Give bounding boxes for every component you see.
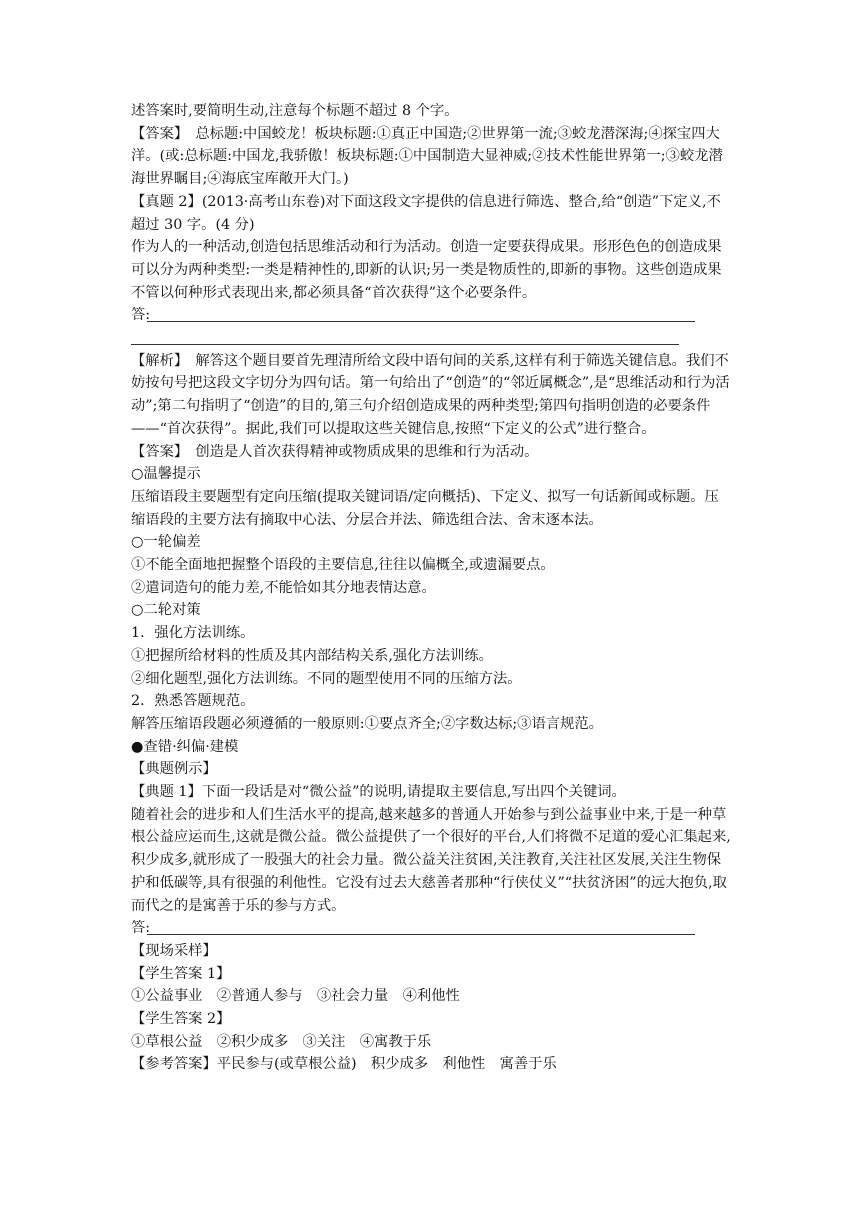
answer-blank-line: [131, 917, 731, 940]
list-item: 1．强化方法训练。: [131, 625, 255, 642]
list-item: 2．熟悉答题规范。: [131, 693, 255, 710]
answer-rule: [131, 344, 679, 345]
answer-label: 答:: [131, 307, 151, 324]
question-heading: 【真题 2】(2013·高考山东卷)对下面这段文字提供的信息进行筛选、整合,给“创造”下定义,不超过 30 字。(4 分): [131, 193, 721, 233]
answer-blank-line: [131, 304, 731, 327]
question-heading: 【典题 1】下面一段话是对“微公益”的说明,请提取主要信息,写出四个关键词。: [131, 784, 626, 801]
section-heading-deviation: ○一轮偏差: [131, 534, 201, 551]
subheading: 【学生答案 2】: [131, 1011, 231, 1028]
section-heading-tips: ○温馨提示: [131, 466, 201, 483]
answer-label: 答:: [131, 920, 151, 937]
list-item: ②遣词造句的能力差,不能恰如其分地表情达意。: [131, 579, 436, 596]
student-answer: ①草根公益 ②积少成多 ③关注 ④寓教于乐: [131, 1033, 432, 1050]
passage: 随着社会的进步和人们生活水平的提高,越来越多的普通人开始参与到公益事业中来,于是一种草根公益应运而生,这就是微公益。微公益提供了一个很好的平台,人们将微不足道的爱心汇集起来,积少成多,就形成了一股强大的社会力量。微公益关注贫困,关注教育,关注社区发展,关注生物保护和低碳等,具有很强的利他性。它没有过去大慈善者那种“行侠仗义”“扶贫济困”的远大抱负,取而代之的是寓善于乐的参与方式。: [131, 806, 731, 914]
list-item: ①不能全面地把握整个语段的主要信息,往往以偏概全,或遗漏要点。: [131, 557, 555, 574]
section-heading-strategy: ○二轮对策: [131, 602, 201, 619]
subheading: 【现场采样】: [131, 942, 217, 959]
answer-paragraph: 【答案】 总标题:中国蛟龙！板块标题:①真正中国造;②世界第一流;③蛟龙潜深海;④探宝四大洋。(或:总标题:中国龙,我骄傲！板块标题:①中国制造大显神威;②技术性能世界第一;③蛟龙潜海世界瞩目;④海底宝库敞开大门。): [131, 125, 723, 188]
paragraph: 述答案时,要简明生动,注意每个标题不超过 8 个字。: [131, 103, 459, 119]
reference-answer: 【参考答案】平民参与(或草根公益) 积少成多 利他性 寓善于乐: [131, 1056, 557, 1073]
student-answer: ①公益事业 ②普通人参与 ③社会力量 ④利他性: [131, 988, 460, 1005]
answer-blank-line-2: [131, 327, 731, 350]
list-item: ①把握所给材料的性质及其内部结构关系,强化方法训练。: [131, 647, 493, 664]
passage: 作为人的一种活动,创造包括思维活动和行为活动。创造一定要获得成果。形形色色的创造成果可以分为两种类型:一类是精神性的,即新的认识;另一类是物质性的,即新的事物。这些创造成果不管以何种形式表现出来,都必须具备“首次获得”这个必要条件。: [131, 239, 722, 301]
list-item: ②细化题型,强化方法训练。不同的题型使用不同的压缩方法。: [131, 670, 522, 687]
paragraph: 压缩语段主要题型有定向压缩(提取关键词语/定向概括)、下定义、拟写一句话新闻或标题。压缩语段的主要方法有摘取中心法、分层合并法、筛选组合法、舍末逐本法。: [131, 488, 719, 528]
analysis-paragraph: 【解析】 解答这个题目要首先理清所给文段中语句间的关系,这样有利于筛选关键信息。我们不妨按句号把这段文字切分为四句话。第一句给出了“创造”的“邻近属概念”,是“思维活动和行为活动”;第二句指明了“创造”的目的,第三句介绍创造成果的两种类型;第四句指明创造的必要条件——“首次获得”。据此,我们可以提取这些关键信息,按照“下定义的公式”进行整合。: [131, 352, 730, 437]
subheading: 【典题例示】: [131, 761, 217, 778]
answer-rule: [147, 934, 695, 935]
section-heading-check: ●查错·纠偏·建模: [131, 738, 239, 755]
answer-rule: [147, 321, 695, 322]
answer-paragraph: 【答案】 创造是人首次获得精神或物质成果的思维和行为活动。: [131, 443, 539, 460]
document-page: [131, 100, 731, 1076]
subheading: 【学生答案 1】: [131, 965, 231, 982]
paragraph: 解答压缩语段题必须遵循的一般原则:①要点齐全;②字数达标;③语言规范。: [131, 715, 603, 732]
